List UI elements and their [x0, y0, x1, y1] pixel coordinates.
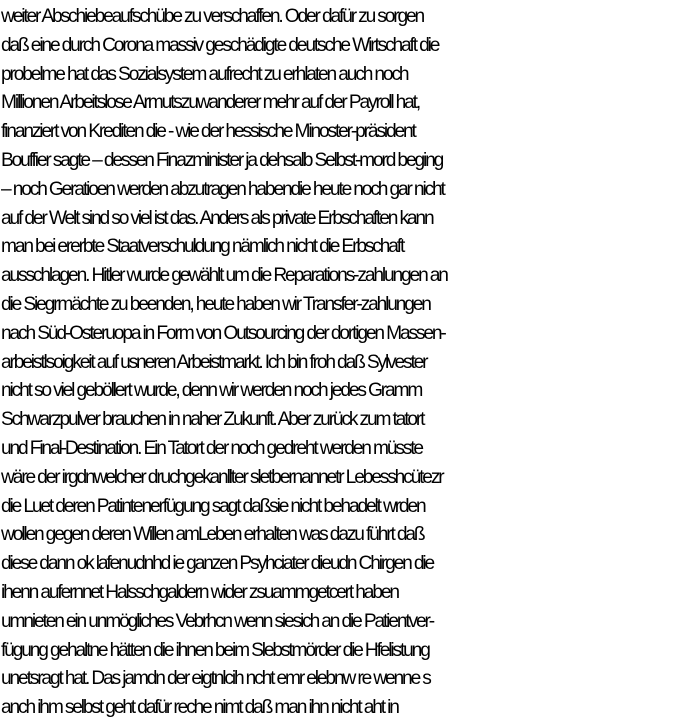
text-line: diese dann ok lafenudnhd ie ganzen Psyhciater dieudn Chirgen die: [1, 553, 434, 575]
text-line: fügung gehaltne hätten die ihnen beim Slebstmörder die Hfelistung: [1, 639, 429, 661]
text-line: nicht so viel geböllert wurde, denn wir werden noch jedes Gramm: [1, 380, 422, 402]
text-line: weiter Abschiebeaufschübe zu verschaffen. Oder dafür zu sorgen: [1, 6, 424, 27]
text-line: auf der Welt sind so viel ist das. Anders als private Erbschaften kann: [1, 207, 433, 229]
text-line: unetsragt hat. Das jamdn der eigtnlcih ncht emr elebnw re wenne s: [1, 668, 430, 690]
text-line: daß eine durch Corona massiv geschädigte deutsche Wirtschaft die: [1, 34, 439, 56]
text-line: ihenn aufernnet Halsschgaldern wider zsuammgetcert haben: [1, 581, 398, 603]
text-line: die Siegrmächte zu beenden, heute haben wir Transfer-zahlungen: [1, 293, 430, 315]
text-line: und Final-Destination. Ein Tatort der noch gedreht werden müsste: [1, 437, 422, 459]
text-line: wäre der irgdnwelcher druchgekanllter sletbernannetr Lebesshcütezr: [1, 466, 443, 488]
body-text: [0, 3, 678, 720]
text-line: anch ihm selbst geht dafür reche nimt daß man ihn nicht aht in: [1, 697, 398, 719]
text-line: ausschlagen. Hitler wurde gewählt um die Reparations-zahlungen an: [1, 265, 447, 287]
text-line: die Luet deren Patintenerfügung sagt daßsie nicht behadelt wrden: [1, 495, 425, 517]
text-line: umnieten ein unmögliches Vebrhcn wenn siesich an die Patientver-: [1, 610, 433, 632]
text-line: nach Süd-Osteruopa in Form von Outsourcing der dortigen Massen-: [1, 322, 445, 344]
text-line: – noch Geratioen werden abzutragen habendie heute noch gar nicht: [1, 178, 444, 200]
text-line: Millionen Arbeitslose Armutszuwanderer mehr auf der Payroll hat,: [1, 92, 420, 114]
text-line: man bei ererbte Staatverschuldung nämlich nicht die Erbschaft: [1, 236, 404, 258]
text-line: probelme hat das Sozialsystem aufrecht zu erhlaten auch noch: [1, 63, 408, 85]
text-line: Bouffier sagte – dessen Finazminister ja dehsalb Selbst-mord beging: [1, 149, 443, 171]
text-line: finanziert von Krediten die - wie der hessische Minoster-präsident: [1, 121, 415, 143]
text-line: arbeistlsoigkeit auf usneren Arbeistmarkt. Ich bin froh daß Sylvester: [1, 351, 427, 373]
text-line: wollen gegen deren Willen amLeben erhalten was dazu führt daß: [1, 524, 424, 546]
text-line: Schwarzpulver brauchen in naher Zukunft. Aber zurück zum tatort: [1, 409, 424, 431]
